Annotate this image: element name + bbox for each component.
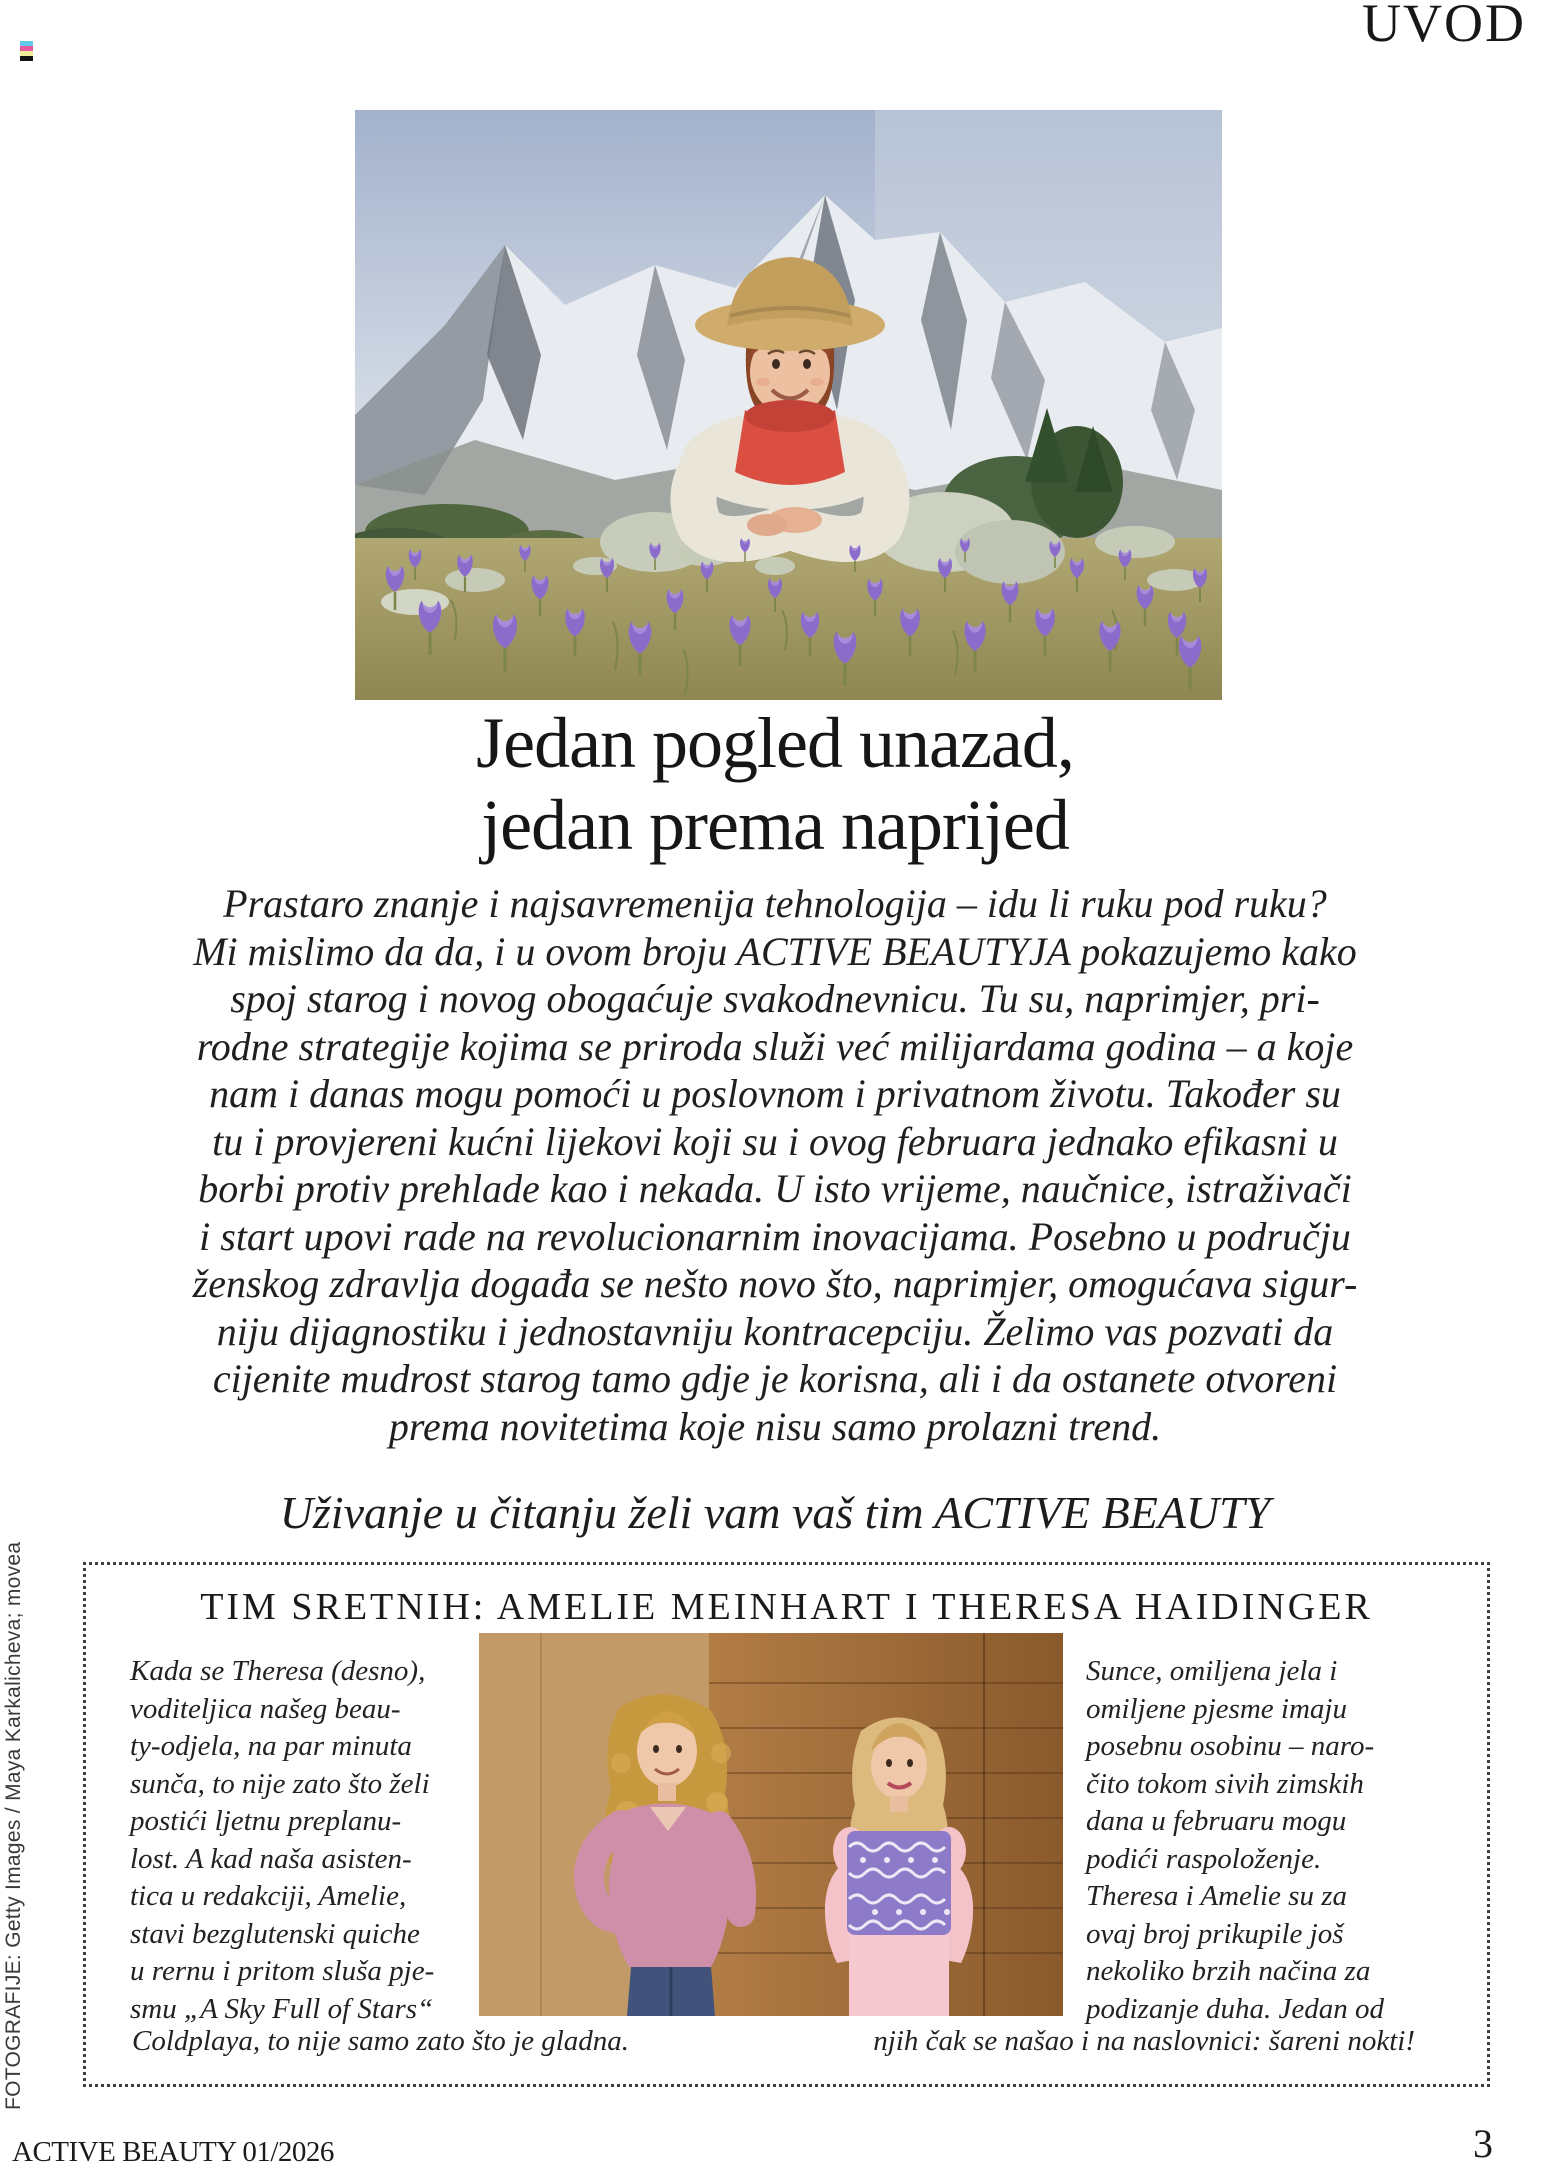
text-line: borbi protiv prehlade kao i nekada. U isto vrijeme, naučnice, istraživači (198, 1166, 1352, 1211)
text-line: Prastaro znanje i najsavremenija tehnologija – idu li ruku pod ruku? (223, 881, 1327, 926)
team-box-right-column (1086, 1653, 1442, 2028)
text-line: omiljene pjesme imaju (1086, 1692, 1347, 1725)
text-line: čito tokom sivih zimskih (1086, 1767, 1364, 1800)
hero-photo (355, 110, 1222, 700)
team-box (83, 1562, 1490, 2087)
text-line: Mi mislimo da da, i u ovom broju ACTIVE BEAUTYJA pokazujemo kako (193, 928, 1357, 974)
text-line: sunča, to nije zato što želi (130, 1767, 430, 1800)
footer-magazine-issue: ACTIVE BEAUTY 01/2026 (12, 2136, 334, 2168)
text-line: nekoliko brzih načina za (1086, 1955, 1371, 1987)
hero-photo-illustration (355, 110, 1222, 700)
text-line: i start upovi rade na revolucionarnim inovacijama. Posebno u području (199, 1213, 1351, 1259)
text-line: smu „A Sky Full of Stars“ (130, 1992, 434, 2025)
text-line: Theresa i Amelie su za (1086, 1880, 1347, 1912)
text-line: podići raspoloženje. (1086, 1842, 1322, 1875)
text-line: stavi bezglutenski quiche (130, 1917, 420, 1950)
text-line: cijenite mudrost starog tamo gdje je korisna, ali i da ostanete otvoreni (212, 1356, 1338, 1401)
team-box-right-last-line: njih čak se našao i na naslovnici: šareni nokti! (873, 2025, 1415, 2057)
photo-credit: FOTOGRAFIJE: Getty Images / Maya Karkalicheva; movea (2, 1541, 25, 2110)
text-line: ovaj broj prikupile još (1086, 1917, 1344, 1950)
text-line: Jedan pogled unazad, (476, 703, 1074, 783)
team-box-title: TIM SRETNIH: AMELIE MEINHART I THERESA HAIDINGER (200, 1586, 1373, 1628)
text-line: Sunce, omiljena jela i (1086, 1655, 1338, 1687)
text-line: dana u februaru mogu (1086, 1805, 1347, 1837)
text-line: postići ljetnu preplanu- (130, 1805, 402, 1837)
text-line: spoj starog i novog obogaćuje svakodnevnicu. Tu su, naprimjer, pri- (230, 976, 1320, 1021)
team-photo-illustration (479, 1633, 1063, 2016)
text-line: tu i provjereni kućni lijekovi koji su i ovog februara jednako efikasni u (212, 1118, 1338, 1164)
editorial-signoff: Uživanje u čitanju želi vam vaš tim ACTIVE BEAUTY (279, 1487, 1271, 1538)
headline (0, 702, 1550, 866)
text-line: rodne strategije kojima se priroda služi već milijardama godina – a koje (196, 1023, 1354, 1069)
text-line: ženskog zdravlja događa se nešto novo što, naprimjer, omogućava sigur- (192, 1261, 1358, 1306)
editorial-body (0, 880, 1550, 1450)
text-line: niju dijagnostiku i jednostavniju kontracepciju. Želimo vas pozvati da (216, 1308, 1334, 1354)
text-line: podizanje duha. Jedan od (1086, 1992, 1385, 2025)
team-photo (479, 1633, 1063, 2016)
page-number: 3 (1473, 2121, 1493, 2166)
section-label: UVOD (1362, 0, 1526, 53)
text-line: Kada se Theresa (desno), (130, 1655, 426, 1687)
text-line: posebnu osobinu – naro- (1086, 1730, 1375, 1762)
print-registration-mark (20, 41, 33, 61)
text-line: prema novitetima koje nisu samo prolazni trend. (388, 1403, 1162, 1449)
text-line: ty-odjela, na par minuta (130, 1730, 412, 1762)
team-box-left-last-line: Coldplaya, to nije samo zato što je gladna. (132, 2025, 630, 2057)
regmark-black-bar (20, 56, 33, 61)
text-line: tica u redakciji, Amelie, (130, 1880, 407, 1912)
team-box-left-column (130, 1653, 486, 2028)
text-line: nam i danas mogu pomoći u poslovnom i privatnom životu. Također su (209, 1071, 1341, 1116)
text-line: voditeljica našeg beau- (130, 1692, 401, 1725)
text-line: u rernu i pritom sluša pje- (130, 1955, 435, 1987)
text-line: jedan prema naprijed (481, 785, 1069, 865)
text-line: lost. A kad naša asisten- (130, 1842, 412, 1875)
